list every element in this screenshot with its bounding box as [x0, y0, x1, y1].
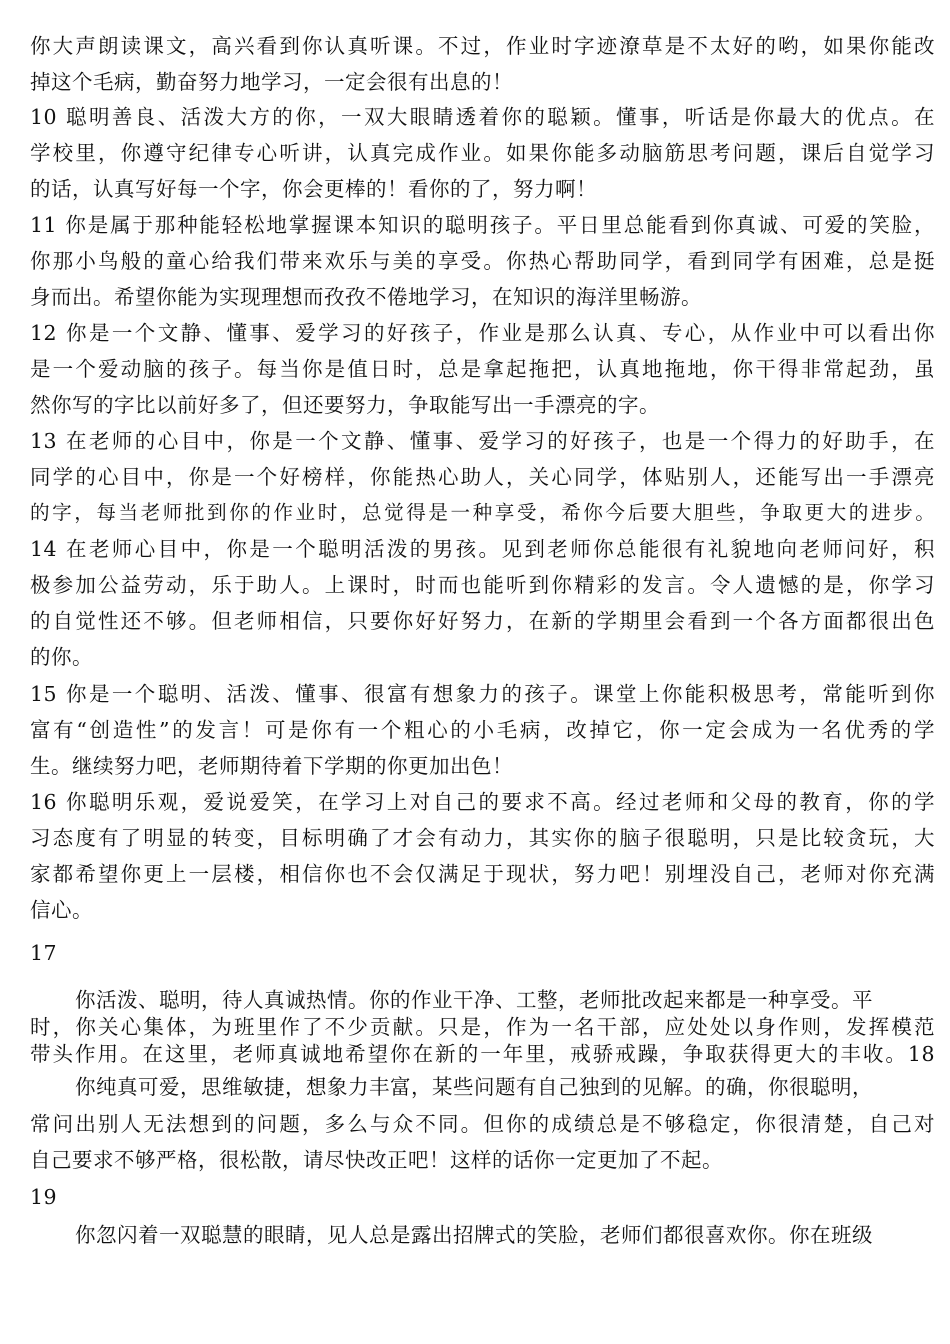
text-line: 带头作用。在这里，老师真诚地希望你在新的一年里，戒骄戒躁，争取获得更大的丰收。18: [30, 1042, 935, 1066]
text-line: 信心。: [30, 898, 93, 922]
text-line: 你活泼、聪明，待人真诚热情。你的作业干净、工整，老师批改起来都是一种享受。平: [75, 988, 873, 1012]
text-line: 16 你聪明乐观，爱说爱笑，在学习上对自己的要求不高。经过老师和父母的教育，你的学: [30, 790, 935, 814]
text-line: 是一个爱动脑的孩子。每当你是值日时，总是拿起拖把，认真地拖地，你干得非常起劲，虽: [30, 357, 935, 381]
text-line: 的你。: [30, 645, 93, 669]
text-line: 富有“创造性”的发言！可是你有一个粗心的小毛病，改掉它，你一定会成为一名优秀的学: [30, 718, 935, 742]
text-line: 身而出。希望你能为实现理想而孜孜不倦地学习，在知识的海洋里畅游。: [30, 285, 702, 309]
text-line: 自己要求不够严格，很松散，请尽快改正吧！这样的话你一定更加了不起。: [30, 1148, 723, 1172]
text-line: 你忽闪着一双聪慧的眼睛，见人总是露出招牌式的笑脸，老师们都很喜欢你。你在班级: [75, 1223, 873, 1247]
text-line: 13 在老师的心目中，你是一个文静、懂事、爱学习的好孩子，也是一个得力的好助手，在: [30, 429, 935, 453]
text-line: 生。继续努力吧，老师期待着下学期的你更加出色！: [30, 754, 513, 778]
text-line: 习态度有了明显的转变，目标明确了才会有动力，其实你的脑子很聪明，只是比较贪玩，大: [30, 826, 935, 850]
text-line: 极参加公益劳动，乐于助人。上课时，时而也能听到你精彩的发言。令人遗憾的是，你学习: [30, 573, 935, 597]
text-line: 12 你是一个文静、懂事、爱学习的好孩子，作业是那么认真、专心，从作业中可以看出你: [30, 321, 935, 345]
text-line: 10 聪明善良、活泼大方的你，一双大眼睛透着你的聪颖。懂事，听话是你最大的优点。在: [30, 105, 935, 129]
text-line: 你那小鸟般的童心给我们带来欢乐与美的享受。你热心帮助同学，看到同学有困难，总是挺: [30, 249, 935, 273]
text-line: 的话，认真写好每一个字，你会更棒的！看你的了，努力啊！: [30, 177, 597, 201]
text-line: 11 你是属于那种能轻松地掌握课本知识的聪明孩子。平日里总能看到你真诚、可爱的笑脸，: [30, 213, 935, 237]
text-line: 你大声朗读课文，高兴看到你认真听课。不过，作业时字迹潦草是不太好的哟，如果你能改: [30, 34, 935, 58]
text-line: 掉这个毛病，勤奋努力地学习，一定会很有出息的！: [30, 70, 513, 94]
text-line: 同学的心目中，你是一个好榜样，你能热心助人，关心同学，体贴别人，还能写出一手漂亮: [30, 465, 935, 489]
item-number: 17: [30, 941, 58, 965]
text-line: 学校里，你遵守纪律专心听讲，认真完成作业。如果你能多动脑筋思考问题，课后自觉学习: [30, 141, 935, 165]
text-line: 家都希望你更上一层楼，相信你也不会仅满足于现状，努力吧！别埋没自己，老师对你充满: [30, 862, 935, 886]
text-line: 14 在老师心目中，你是一个聪明活泼的男孩。见到老师你总能很有礼貌地向老师问好，积: [30, 537, 935, 561]
text-line: 然你写的字比以前好多了，但还要努力，争取能写出一手漂亮的字。: [30, 393, 660, 417]
text-line: 的字，每当老师批到你的作业时，总觉得是一种享受，希你今后要大胆些，争取更大的进步。: [30, 501, 935, 524]
text-line: 15 你是一个聪明、活泼、懂事、很富有想象力的孩子。课堂上你能积极思考，常能听到你: [30, 682, 935, 706]
text-line: 的自觉性还不够。但老师相信，只要你好好努力，在新的学期里会看到一个各方面都很出色: [30, 609, 935, 633]
text-line: 你纯真可爱，思维敏捷，想象力丰富，某些问题有自己独到的见解。的确，你很聪明，: [75, 1075, 873, 1099]
text-line: 常问出别人无法想到的问题，多么与众不同。但你的成绩总是不够稳定，你很清楚，自己对: [30, 1112, 935, 1136]
item-number: 19: [30, 1185, 58, 1209]
text-line: 时，你关心集体，为班里作了不少贡献。只是，作为一名干部，应处处以身作则，发挥模范: [30, 1015, 935, 1039]
